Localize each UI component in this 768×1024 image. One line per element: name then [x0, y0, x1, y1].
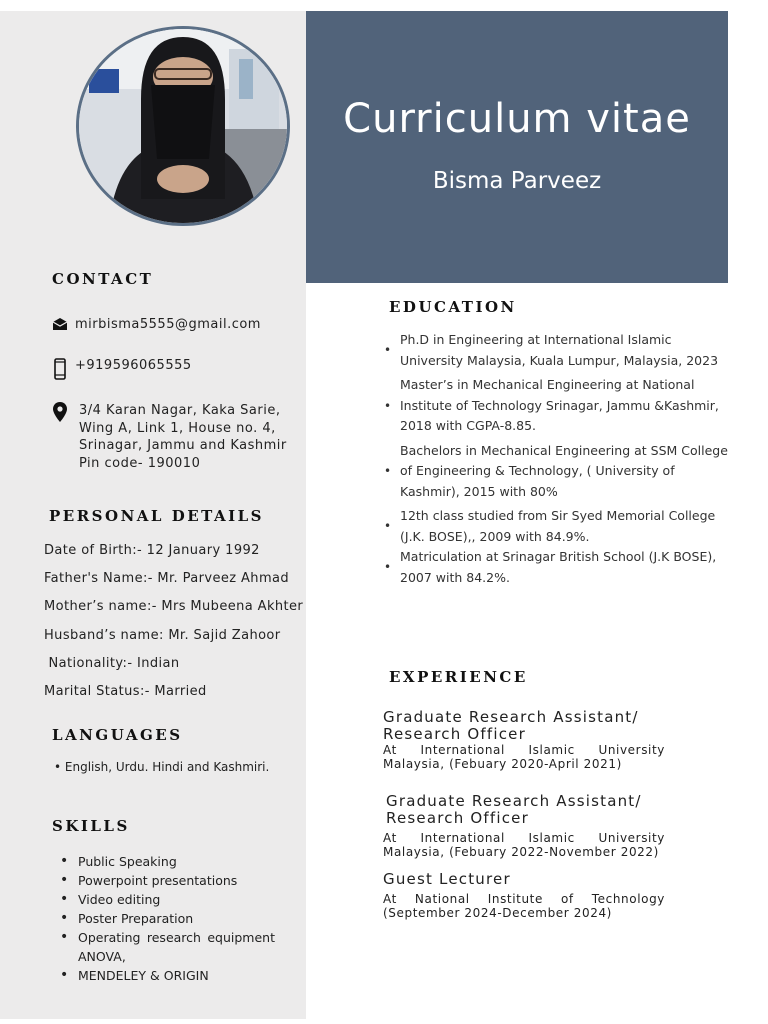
address-line: Wing A, Link 1, House no. 4, — [79, 420, 276, 436]
contact-heading: CONTACT — [52, 270, 154, 288]
personal-detail-mother: Mother’s name:- Mrs Mubeena Akhter — [44, 599, 304, 614]
address-block — [79, 402, 287, 472]
education-heading: EDUCATION — [389, 298, 517, 316]
experience-description: At International Islamic University Malaysia, (Febuary 2020-April 2021) — [383, 743, 665, 771]
location-pin-icon — [52, 402, 68, 422]
skill-item: • Powerpoint presentations — [60, 872, 238, 888]
header-band — [306, 11, 728, 283]
contact-phone-row — [52, 358, 192, 382]
languages-heading: LANGUAGES — [52, 726, 183, 744]
experience-entry — [383, 871, 665, 920]
profile-photo-illustration — [79, 29, 287, 223]
experience-description: At International Islamic University Malaysia, (Febuary 2022-November 2022) — [383, 831, 665, 859]
address-line: Pin code- 190010 — [79, 455, 201, 471]
education-item: • 12th class studied from Sir Syed Memorial College (J.K. BOSE),, 2009 with 84.9%. — [384, 508, 716, 544]
languages-text: • English, Urdu. Hindi and Kashmiri. — [54, 760, 270, 774]
personal-detail-marital-status: Marital Status:- Married — [44, 684, 207, 699]
personal-detail-dob: Date of Birth:- 12 January 1992 — [44, 543, 260, 558]
skill-item: • MENDELEY & ORIGIN — [60, 967, 209, 983]
education-item: • Bachelors in Mechanical Engineering at SSM College of Engineering & Technology, ( University of Kashmir), 2015 with 80% — [384, 442, 728, 499]
cv-title: Curriculum vitae — [343, 96, 691, 142]
personal-detail-father: Father's Name:- Mr. Parveez Ahmad — [44, 571, 290, 586]
experience-role: Graduate Research Assistant/ Research Officer — [386, 792, 642, 827]
contact-email-row — [52, 317, 261, 337]
experience-heading: EXPERIENCE — [389, 668, 528, 686]
experience-entry — [383, 793, 665, 859]
skill-item: • Operating research equipment ANOVA, — [60, 929, 275, 964]
education-item: • Matriculation at Srinagar British School (J.K BOSE), 2007 with 84.2%. — [384, 549, 717, 585]
experience-description: At National Institute of Technology (September 2024-December 2024) — [383, 892, 665, 920]
skill-item: • Video editing — [60, 891, 161, 907]
contact-address-row — [52, 402, 287, 472]
skill-item: • Poster Preparation — [60, 910, 194, 926]
experience-entry — [383, 709, 665, 771]
education-item: • Master’s in Mechanical Engineering at National Institute of Technology Srinagar, Jammu &Kashmir, 2018 with CGPA-8.85. — [384, 377, 719, 433]
skills-list — [60, 852, 275, 985]
person-name: Bisma Parveez — [432, 168, 602, 194]
skills-heading: SKILLS — [52, 817, 130, 835]
experience-role: Graduate Research Assistant/ Research Officer — [383, 708, 639, 743]
profile-photo — [76, 26, 290, 226]
personal-details-heading: PERSONAL DETAILS — [49, 507, 265, 525]
phone-text[interactable]: +919596065555 — [75, 358, 192, 373]
email-text[interactable]: mirbisma5555@gmail.com — [75, 317, 261, 332]
address-line: 3/4 Karan Nagar, Kaka Sarie, — [79, 403, 281, 418]
envelope-icon — [52, 317, 68, 337]
phone-icon — [52, 358, 68, 382]
address-line: Srinagar, Jammu and Kashmir — [79, 438, 287, 453]
experience-role: Guest Lecturer — [383, 870, 511, 888]
skill-item: • Public Speaking — [60, 853, 177, 869]
personal-detail-nationality: Nationality:- Indian — [44, 656, 180, 671]
education-list — [384, 330, 730, 592]
personal-detail-husband: Husband’s name: Mr. Sajid Zahoor — [44, 628, 281, 643]
education-item: • Ph.D in Engineering at International Islamic University Malaysia, Kuala Lumpur, Malaysia, 2023 — [384, 332, 719, 368]
